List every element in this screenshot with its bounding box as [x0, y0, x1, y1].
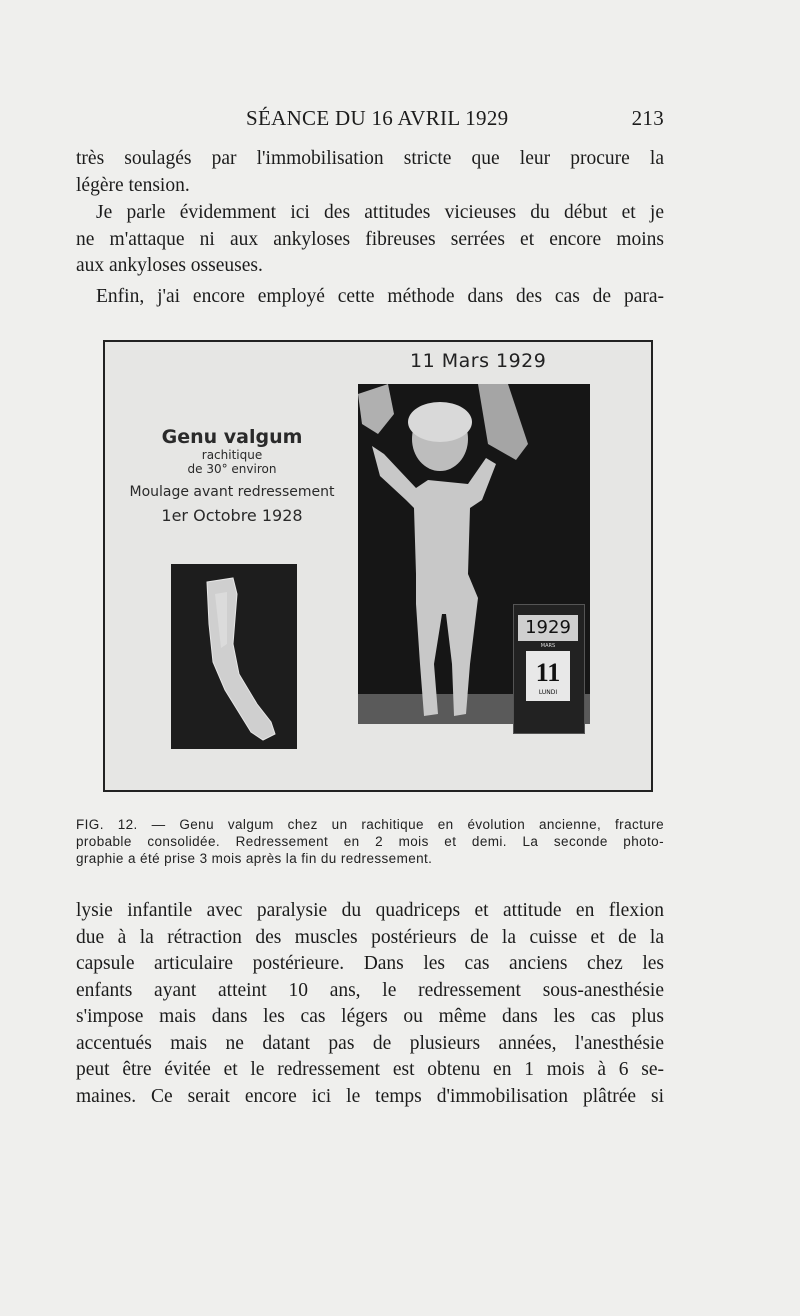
- caption-line: graphie a été prise 3 mois après la fin du redressement.: [76, 851, 433, 866]
- plaster-cast-photo: [171, 564, 297, 749]
- calendar-day-number: 11: [535, 658, 561, 687]
- text-line: ne m'attaque ni aux ankyloses fibreuses serrées et encore moins: [76, 228, 664, 250]
- page-number: 213: [631, 106, 664, 130]
- caption-line: probable consolidée. Redressement en 2 mois et demi. La seconde photo-: [76, 834, 664, 849]
- cast-label: [125, 426, 339, 525]
- caption-line: FIG. 12. — Genu valgum chez un rachitique en évolution ancienne, fracture: [76, 817, 664, 832]
- running-head-title: SÉANCE DU 16 AVRIL 1929: [246, 106, 509, 130]
- text-line: légère tension.: [76, 174, 190, 196]
- text-line: Je parle évidemment ici des attitudes vicieuses du début et je: [96, 202, 664, 223]
- label-cast: Moulage avant redressement: [129, 484, 335, 500]
- paragraph-3: [76, 284, 664, 311]
- figure-caption: [76, 816, 664, 867]
- leg-cast-image: [171, 564, 297, 749]
- figure-12: [103, 340, 653, 792]
- calendar-month: MARS: [540, 643, 556, 649]
- label-degree: de 30° environ: [187, 462, 277, 476]
- calendar-year: 1929: [518, 615, 578, 641]
- label-title: Genu valgum: [161, 426, 303, 448]
- calendar-weekday: LUNDI: [538, 689, 558, 696]
- wall-calendar: [513, 604, 585, 734]
- text-line: enfants ayant atteint 10 ans, le redressement sous-anesthésie: [76, 979, 664, 1001]
- paragraph-4: [76, 898, 664, 1110]
- text-line: s'impose mais dans les cas légers ou même dans les cas plus: [76, 1006, 664, 1027]
- text-line: accentués mais ne datant pas de plusieurs années, l'anesthésie: [76, 1032, 664, 1054]
- paragraph-2: [76, 200, 664, 280]
- label-cast-date: 1er Octobre 1928: [161, 506, 303, 525]
- text-line: Enfin, j'ai encore employé cette méthode dans des cas de para-: [96, 286, 664, 307]
- text-line: maines. Ce serait encore ici le temps d'immobilisation plâtrée si: [76, 1085, 664, 1107]
- text-line: capsule articulaire postérieure. Dans les cas anciens chez les: [76, 953, 664, 974]
- text-line: aux ankyloses osseuses.: [76, 255, 263, 276]
- paragraph-1: [76, 146, 664, 199]
- text-line: très soulagés par l'immobilisation stricte que leur procure la: [76, 148, 664, 169]
- text-line: peut être évitée et le redressement est obtenu en 1 mois à 6 se-: [76, 1059, 664, 1080]
- text-line: due à la rétraction des muscles postérieurs de la cuisse et de la: [76, 926, 664, 948]
- text-line: lysie infantile avec paralysie du quadriceps et attitude en flexion: [76, 900, 664, 921]
- figure-date-label: 11 Mars 1929: [410, 350, 547, 372]
- label-subtitle: rachitique: [201, 448, 263, 462]
